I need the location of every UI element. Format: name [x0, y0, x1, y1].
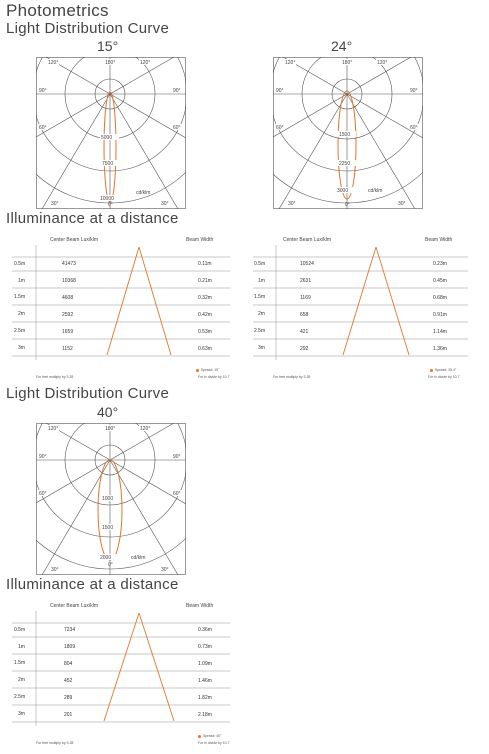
distance-cell: 2.5m: [14, 328, 26, 334]
width-cell: 2.18m: [198, 712, 212, 718]
width-cell: 1.14m: [433, 329, 447, 335]
column-header-beam-width: Beam Width: [425, 237, 453, 243]
width-cell: 0.45m: [433, 278, 447, 284]
radial-value-3: 10000: [100, 196, 114, 202]
spread-label: Spread: 40°: [198, 734, 222, 738]
radial-value-3: 3000: [337, 188, 349, 194]
polar-chart-24: [273, 57, 423, 209]
section-heading-distribution-1: Light Distribution Curve: [6, 20, 170, 37]
width-cell: 0.91m: [433, 312, 447, 318]
distance-cell: 1m: [258, 278, 265, 284]
distance-cell: 0.5m: [14, 627, 26, 633]
width-cell: 0.42m: [198, 312, 212, 318]
lux-cell: 7234: [64, 627, 76, 633]
angle-label-120-right: 120°: [140, 426, 151, 432]
width-cell: 1.82m: [198, 695, 212, 701]
lux-cell: 2592: [62, 312, 74, 318]
angle-label-120-left: 120°: [285, 60, 296, 66]
width-cell: 0.53m: [198, 329, 212, 335]
lux-cell: 1809: [64, 644, 76, 650]
lux-cell: 1659: [62, 329, 74, 335]
radial-value-1: 5000: [101, 135, 113, 141]
radial-value-2: 7500: [102, 161, 114, 167]
angle-label-60-left: 60°: [39, 491, 47, 497]
foot-note-feet: For feet multiply by 3.28: [36, 741, 74, 745]
width-cell: 0.23m: [433, 261, 447, 267]
lux-cell: 289: [64, 695, 73, 701]
lux-cell: 292: [300, 346, 309, 352]
lux-cell: 804: [64, 661, 73, 667]
distance-cell: 1m: [18, 278, 25, 284]
distance-cell: 2.5m: [254, 328, 266, 334]
width-cell: 0.68m: [433, 295, 447, 301]
column-header-beam-width: Beam Width: [186, 603, 214, 609]
unit-label: cd/klm: [368, 188, 383, 194]
lux-cell: 10524: [300, 261, 314, 267]
column-header-center-beam: Center Beam Lux/klm: [50, 603, 99, 609]
foot-note-fc: For fc divide by 10.7: [198, 375, 230, 379]
beam-angle-label-15: 15°: [97, 38, 119, 54]
distance-cell: 1.5m: [14, 660, 26, 666]
distance-cell: 1.5m: [254, 294, 266, 300]
angle-label-0: 0°: [345, 202, 350, 208]
angle-label-180: 180°: [105, 60, 116, 66]
column-header-center-beam: Center Beam Lux/klm: [283, 237, 332, 243]
distance-cell: 3m: [18, 345, 25, 351]
radial-value-2: 2250: [339, 161, 351, 167]
polar-chart-15: [36, 57, 186, 209]
angle-label-60-right: 60°: [173, 491, 181, 497]
distance-cell: 2m: [258, 311, 265, 317]
column-header-center-beam: Center Beam Lux/klm: [50, 237, 99, 243]
angle-label-60-left: 60°: [276, 125, 284, 131]
distance-cell: 3m: [18, 711, 25, 717]
angle-label-30-right: 30°: [398, 201, 406, 207]
width-cell: 1.09m: [198, 661, 212, 667]
width-cell: 0.36m: [198, 627, 212, 633]
unit-label: cd/klm: [131, 555, 146, 561]
section-heading-distribution-2: Light Distribution Curve: [6, 385, 170, 402]
lux-cell: 10368: [62, 278, 76, 284]
distance-cell: 2.5m: [14, 694, 26, 700]
section-heading-illuminance-2: Illuminance at a distance: [6, 576, 179, 593]
distance-cell: 1.5m: [14, 294, 26, 300]
width-cell: 0.21m: [198, 278, 212, 284]
beam-angle-label-24: 24°: [331, 38, 353, 54]
angle-label-60-left: 60°: [39, 125, 47, 131]
angle-label-180: 180°: [105, 426, 116, 432]
radial-value-1: 1500: [339, 132, 351, 138]
spread-dot-icon: [196, 369, 199, 372]
distance-cell: 2m: [18, 311, 25, 317]
spread-label: Spread: 25.4°: [430, 368, 456, 372]
distance-cell: 1m: [18, 644, 25, 650]
spread-dot-icon: [198, 735, 201, 738]
angle-label-180: 180°: [342, 60, 353, 66]
angle-label-90-left: 90°: [39, 454, 47, 460]
foot-note-feet: For feet multiply by 3.28: [36, 375, 74, 379]
angle-label-0: 0°: [108, 562, 113, 568]
radial-value-3: 2000: [100, 555, 112, 561]
spread-label: Spread: 15°: [196, 368, 220, 372]
page-title: Photometrics: [6, 1, 109, 20]
polar-chart-40: [36, 423, 186, 575]
distance-cell: 0.5m: [14, 261, 26, 267]
angle-label-60-right: 60°: [173, 125, 181, 131]
angle-label-90-left: 90°: [276, 88, 284, 94]
angle-label-120-right: 120°: [140, 60, 151, 66]
column-header-beam-width: Beam Width: [186, 237, 214, 243]
width-cell: 0.63m: [198, 346, 212, 352]
width-cell: 1.36m: [433, 346, 447, 352]
lux-cell: 658: [300, 312, 309, 318]
lux-cell: 421: [300, 329, 309, 335]
lux-cell: 4608: [62, 295, 74, 301]
distance-cell: 0.5m: [254, 261, 266, 267]
spread-dot-icon: [430, 369, 433, 372]
angle-label-120-left: 120°: [48, 60, 59, 66]
angle-label-30-left: 30°: [51, 567, 59, 573]
foot-note-fc: For fc divide by 10.7: [428, 375, 460, 379]
width-cell: 1.46m: [198, 678, 212, 684]
angle-label-90-left: 90°: [39, 88, 47, 94]
width-cell: 0.73m: [198, 644, 212, 650]
lux-cell: 1169: [300, 295, 311, 301]
lux-cell: 201: [64, 712, 73, 718]
angle-label-120-right: 120°: [377, 60, 388, 66]
angle-label-30-right: 30°: [161, 201, 169, 207]
angle-label-60-right: 60°: [410, 125, 418, 131]
angle-label-90-right: 90°: [173, 88, 181, 94]
angle-label-30-left: 30°: [51, 201, 59, 207]
radial-value-1: 1000: [102, 496, 114, 502]
lux-cell: 41473: [62, 261, 76, 267]
unit-label: cd/klm: [136, 190, 151, 196]
angle-label-30-right: 30°: [161, 567, 169, 573]
angle-label-30-left: 30°: [288, 201, 296, 207]
angle-label-120-left: 120°: [48, 426, 59, 432]
section-heading-illuminance-1: Illuminance at a distance: [6, 210, 179, 227]
lux-cell: 1152: [62, 346, 73, 352]
beam-angle-label-40: 40°: [97, 404, 119, 420]
distance-cell: 2m: [18, 677, 25, 683]
angle-label-90-right: 90°: [173, 454, 181, 460]
lux-cell: 2631: [300, 278, 312, 284]
distance-cell: 3m: [258, 345, 265, 351]
foot-note-fc: For fc divide by 10.7: [198, 741, 230, 745]
width-cell: 0.11m: [198, 261, 212, 267]
foot-note-feet: For feet multiply by 3.28: [273, 375, 311, 379]
angle-label-0: 0°: [108, 202, 113, 208]
lux-cell: 452: [64, 678, 73, 684]
width-cell: 0.32m: [198, 295, 212, 301]
radial-value-2: 1500: [102, 525, 114, 531]
angle-label-90-right: 90°: [410, 88, 418, 94]
